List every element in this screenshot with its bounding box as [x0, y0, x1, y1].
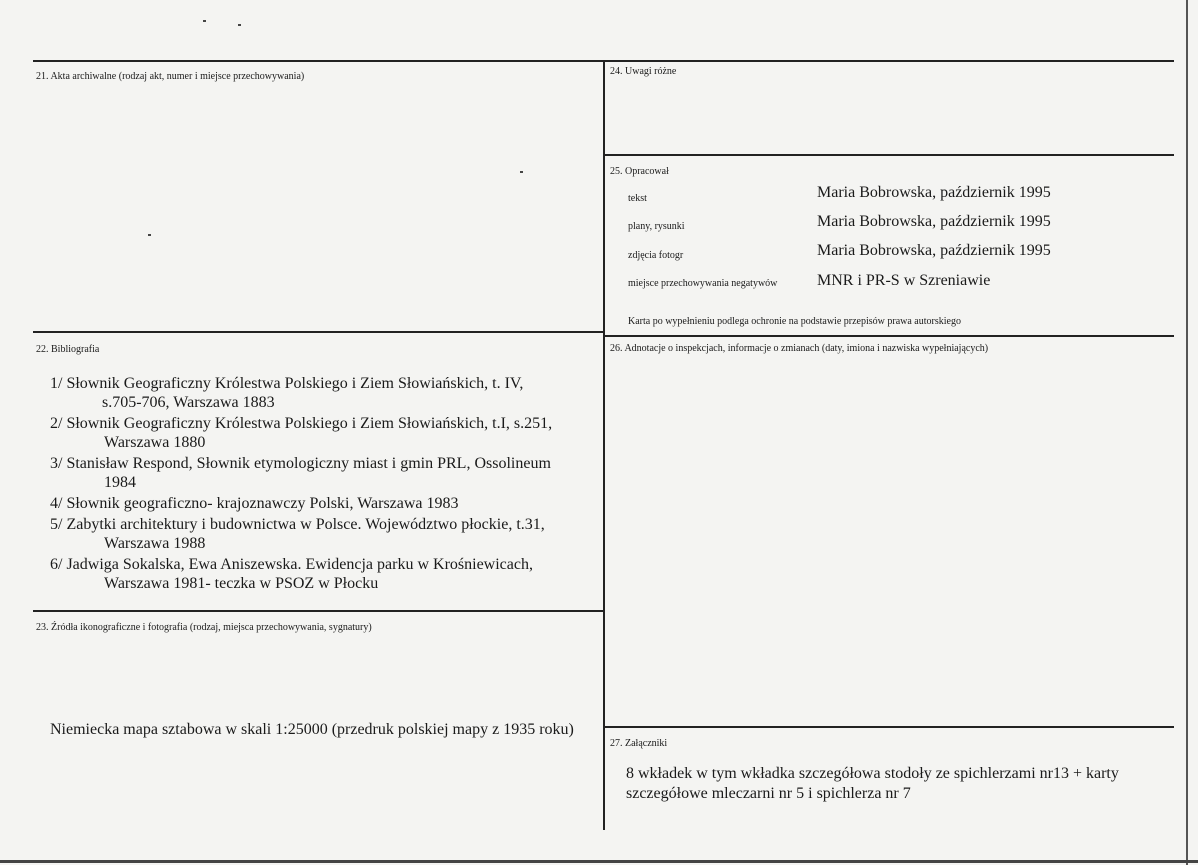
rule-21-22	[33, 331, 604, 333]
section-25-label: 25. Opracował	[610, 166, 669, 177]
scan-speck	[148, 234, 151, 236]
section-27-label: 27. Załączniki	[610, 738, 668, 749]
bibliography-entry-line: Warszawa 1880	[104, 434, 206, 451]
scan-speck	[520, 171, 523, 173]
bibliography-entry-line: 1/ Słownik Geograficzny Królestwa Polskiego i Ziem Słowiańskich, t. IV,	[50, 375, 524, 392]
card-bottom-edge	[0, 860, 1198, 863]
bibliography-entry	[50, 414, 552, 452]
rule-26-27	[604, 726, 1174, 728]
bibliography-entry-line: 3/ Stanisław Respond, Słownik etymologiczny miast i gmin PRL, Ossolineum	[50, 455, 551, 472]
bibliography-entry-line: 2/ Słownik Geograficzny Królestwa Polskiego i Ziem Słowiańskich, t.I, s.251,	[50, 415, 553, 432]
rule-center-column	[603, 60, 605, 830]
bibliography-entry	[50, 515, 552, 553]
author-row-value: Maria Bobrowska, październik 1995	[817, 213, 1051, 230]
rule-25-26	[604, 335, 1174, 337]
copyright-note: Karta po wypełnieniu podlega ochronie na podstawie przepisów prawa autorskiego	[628, 316, 961, 327]
rule-22-23	[33, 610, 604, 612]
bibliography-entry-line: Warszawa 1988	[104, 535, 206, 552]
bibliography-entry-line: 4/ Słownik geograficzno- krajoznawczy Polski, Warszawa 1983	[50, 495, 459, 512]
author-row-key: miejsce przechowywania negatywów	[628, 278, 778, 289]
author-row-key: zdjęcia fotogr	[628, 250, 684, 261]
author-row-value: Maria Bobrowska, październik 1995	[817, 184, 1051, 201]
bibliography-entry	[50, 454, 552, 492]
attachments-text: 8 wkładek w tym wkładka szczegółowa stodoły ze spichlerzami nr13 + karty szczegółowe mleczarni nr 5 i spichlerza nr 7	[626, 765, 1119, 802]
rule-24-25	[604, 154, 1174, 156]
bibliography-list	[50, 374, 552, 595]
author-row-key: tekst	[628, 193, 647, 204]
card-right-edge	[1186, 0, 1188, 865]
scan-speck	[238, 24, 241, 26]
iconography-text: Niemiecka mapa sztabowa w skali 1:25000 (przedruk polskiej mapy z 1935 roku)	[50, 721, 574, 738]
bibliography-entry	[50, 374, 552, 412]
bibliography-entry	[50, 494, 552, 513]
section-24-label: 24. Uwagi różne	[610, 66, 677, 77]
section-23-label: 23. Źródła ikonograficzne i fotografia (rodzaj, miejsca przechowywania, sygnatury)	[36, 622, 372, 633]
author-row-key: plany, rysunki	[628, 221, 685, 232]
bibliography-entry-line: 5/ Zabytki architektury i budownictwa w Polsce. Województwo płockie, t.31,	[50, 516, 545, 533]
bibliography-entry-line: 6/ Jadwiga Sokalska, Ewa Aniszewska. Ewidencja parku w Krośniewicach,	[50, 556, 533, 573]
scan-speck	[203, 20, 206, 22]
bibliography-entry-line: 1984	[104, 474, 136, 491]
bibliography-entry	[50, 555, 552, 593]
bibliography-entry-line: Warszawa 1981- teczka w PSOZ w Płocku	[104, 575, 379, 592]
author-row-value: Maria Bobrowska, październik 1995	[817, 242, 1051, 259]
section-21-label: 21. Akta archiwalne (rodzaj akt, numer i miejsce przechowywania)	[36, 71, 305, 82]
section-26-label: 26. Adnotacje o inspekcjach, informacje o zmianach (daty, imiona i nazwiska wypełniających)	[610, 343, 989, 354]
section-22-label: 22. Bibliografia	[36, 344, 100, 355]
author-row-value: MNR i PR-S w Szreniawie	[817, 272, 991, 289]
bibliography-entry-line: s.705-706, Warszawa 1883	[102, 394, 275, 411]
